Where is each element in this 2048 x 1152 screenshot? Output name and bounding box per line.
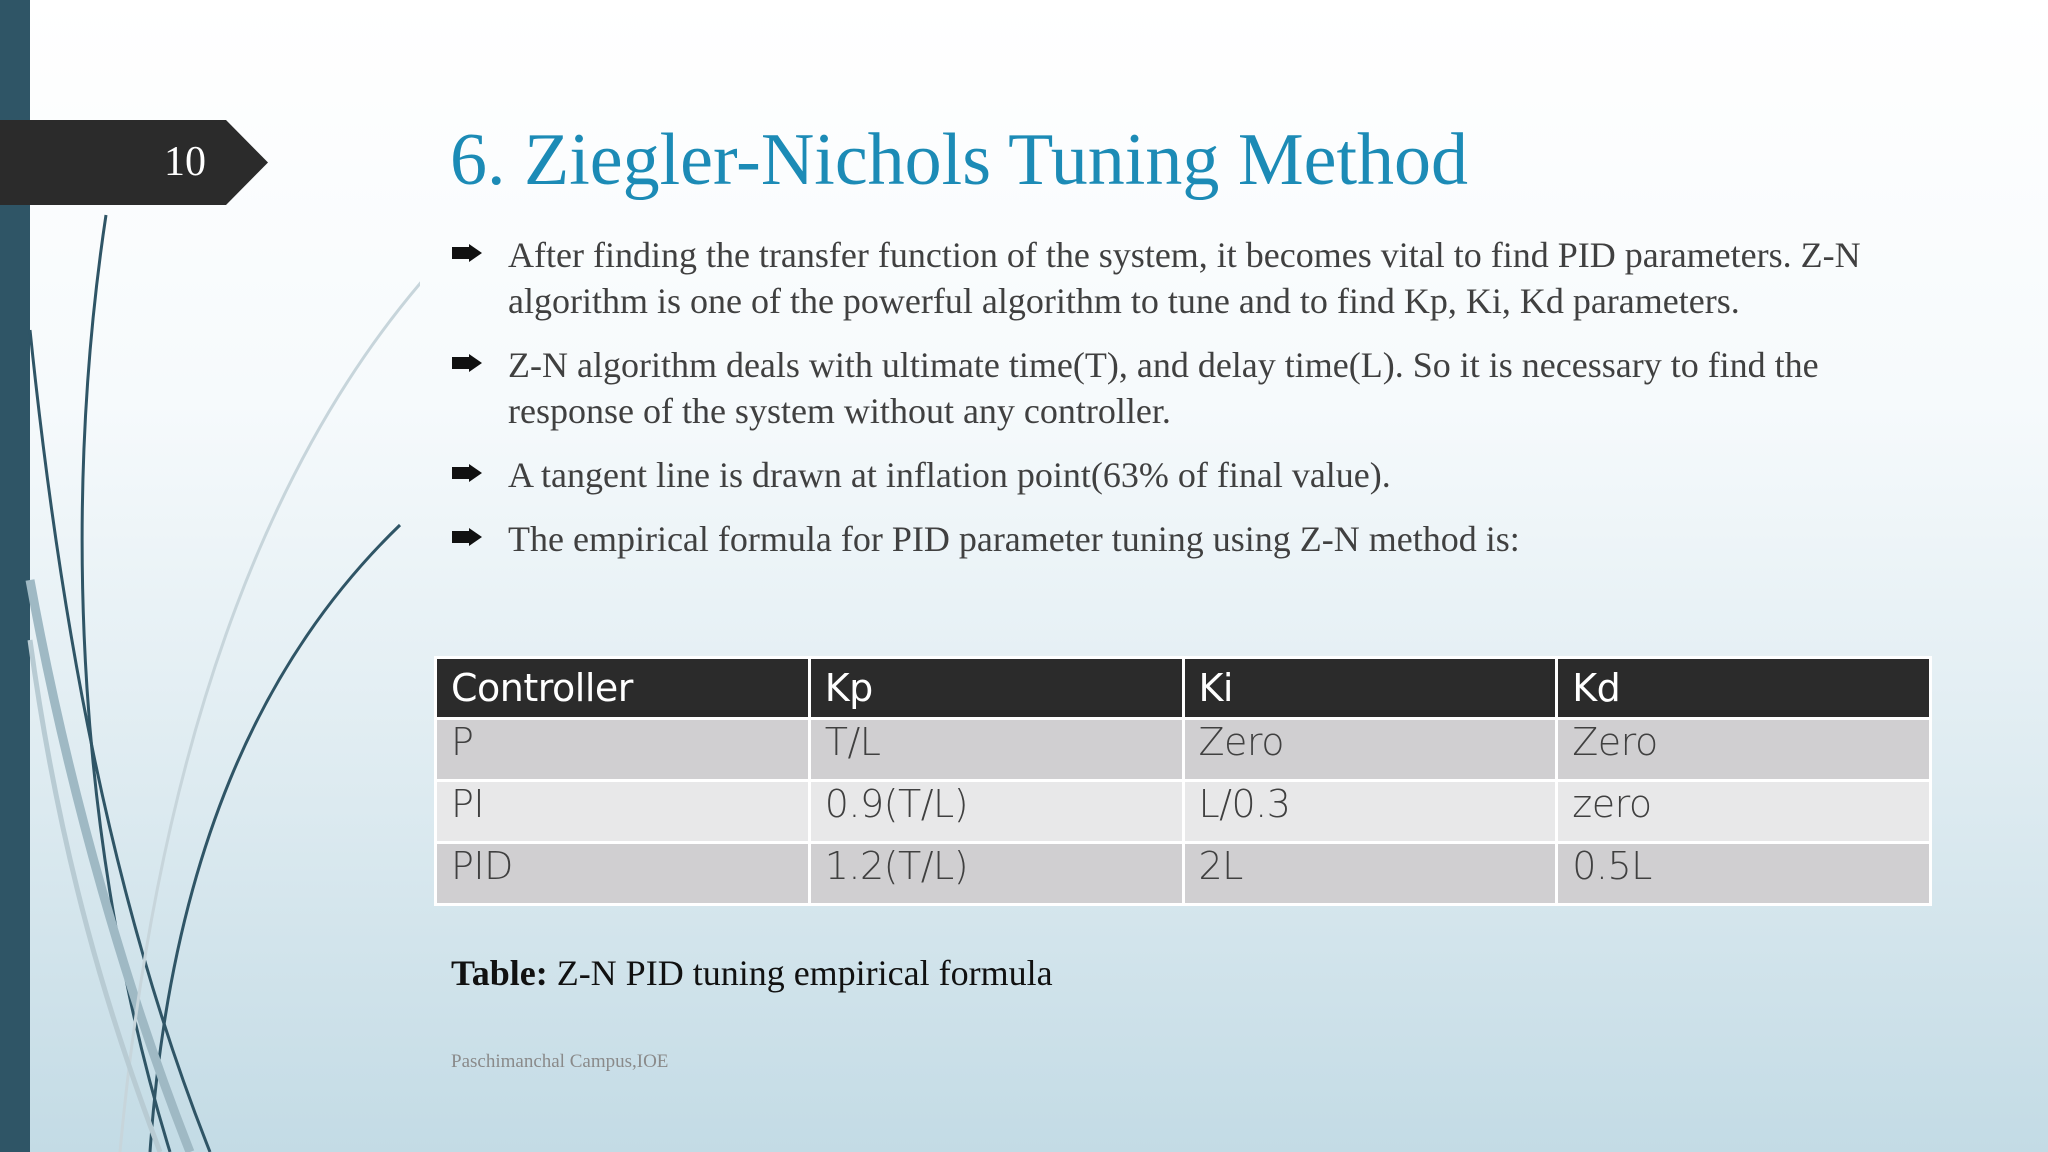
footer-text: Paschimanchal Campus,IOE	[451, 1051, 669, 1072]
bullet-text: After finding the transfer function of the system, it becomes vital to find PID parameters. Z-N algorithm is one of the powerful algorithm to tune and to find Kp, Ki, Kd parameters.	[508, 235, 1861, 321]
table-caption	[451, 952, 1053, 994]
table-row	[436, 781, 1931, 843]
header-ki: Ki	[1183, 658, 1557, 719]
table-header-row	[436, 658, 1931, 719]
table-row	[436, 843, 1931, 905]
table-row	[436, 719, 1931, 781]
table-cell: PID	[436, 843, 810, 905]
table-cell: zero	[1557, 781, 1931, 843]
caption-text: Z-N PID tuning empirical formula	[547, 953, 1053, 993]
bullet-text: A tangent line is drawn at inflation point(63% of final value).	[508, 455, 1391, 495]
bullet-item	[450, 516, 1930, 562]
table-cell: P	[436, 719, 810, 781]
slide-number: 10	[164, 139, 206, 185]
arrow-right-icon	[452, 528, 482, 546]
table-cell: PI	[436, 781, 810, 843]
table-cell: Zero	[1557, 719, 1931, 781]
table-cell: 0.5L	[1557, 843, 1931, 905]
table-cell: Zero	[1183, 719, 1557, 781]
header-kd: Kd	[1557, 658, 1931, 719]
table-cell: 2L	[1183, 843, 1557, 905]
bullet-item	[450, 452, 1930, 498]
bullet-item	[450, 342, 1930, 434]
arrow-right-icon	[452, 354, 482, 372]
table-cell: 0.9(T/L)	[809, 781, 1183, 843]
table-cell: T/L	[809, 719, 1183, 781]
arrow-right-icon	[452, 244, 482, 262]
zn-tuning-table	[434, 656, 1932, 906]
bullet-list	[450, 232, 1930, 580]
caption-label: Table:	[451, 953, 548, 993]
bullet-text: The empirical formula for PID parameter tuning using Z-N method is:	[508, 519, 1520, 559]
bullet-text: Z-N algorithm deals with ultimate time(T), and delay time(L). So it is necessary to find the response of the system without any controller.	[508, 345, 1819, 431]
bullet-item	[450, 232, 1930, 324]
arrow-right-icon	[452, 464, 482, 482]
header-kp: Kp	[809, 658, 1183, 719]
slide-title: 6. Ziegler-Nichols Tuning Method	[450, 119, 1469, 201]
table-cell: L/0.3	[1183, 781, 1557, 843]
header-controller: Controller	[436, 658, 810, 719]
table-cell: 1.2(T/L)	[809, 843, 1183, 905]
